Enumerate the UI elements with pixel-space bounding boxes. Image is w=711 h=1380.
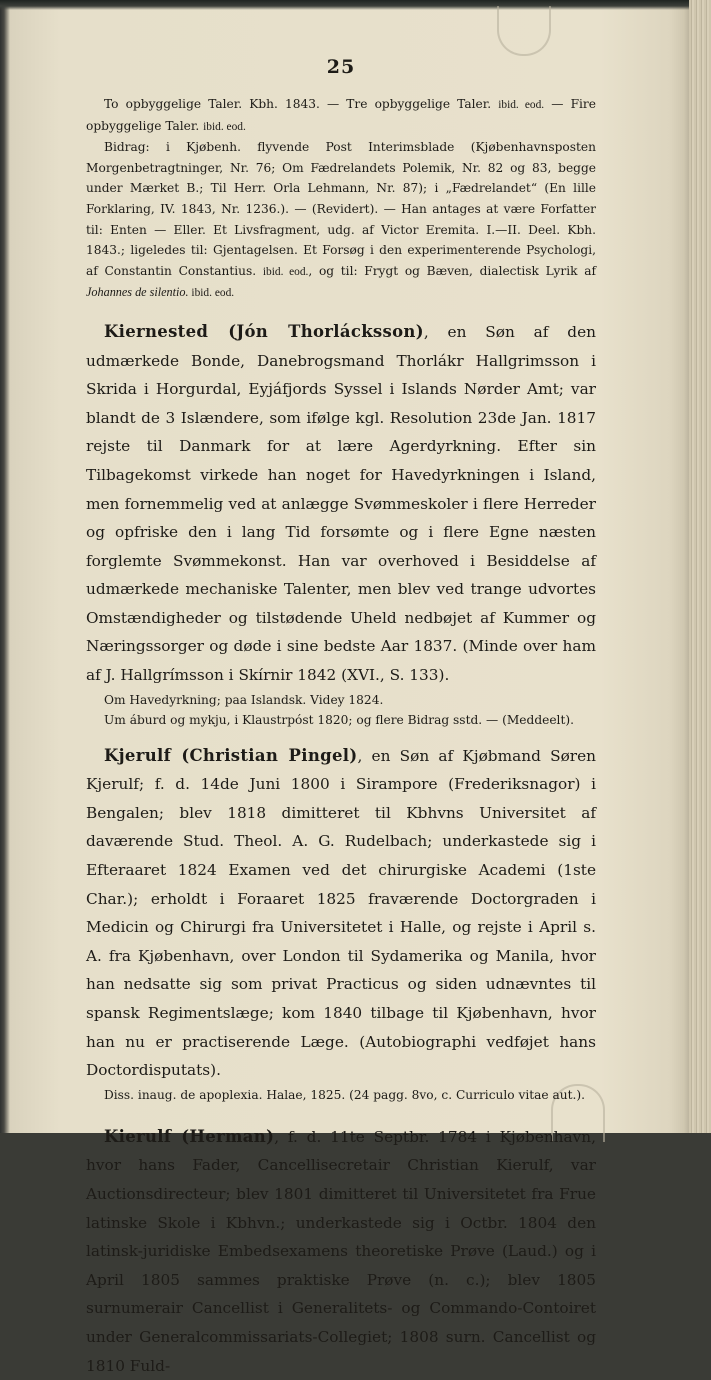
entry-note: Um áburd og mykju, i Klaustrpóst 1820; og flere Bidrag sstd. — (Meddeelt). [104, 712, 574, 727]
entry-kierulf-herman [86, 1123, 596, 1380]
entry-text: , f. d. 11te Septbr. 1784 i Kjøbenhavn, hvor hans Fader, Cancellisecretair Christian Kierulf, var Auctionsdirecteur; blev 1801 dimitteret til Universitetet fra Frue latinske Skole i Kbhvn.; underkastede sig i Octbr. 1804 den latinsk-juridiske Embedsexamens theoretiske Prøve (Laud.) og i April 1805 sammes praktiske Prøve (n. c.); blev 1805 surnumerair Cancellist i Generalitets- og Commando-Contoiret under Generalcommissariats-Collegiet; 1808 surn. Cancellist og 1810 Fuld- [86, 1127, 597, 1375]
preface-text: To opbyggelige Taler. Kbh. 1843. — Tre opbyggelige Taler. [104, 97, 499, 111]
preface-latin: ibid. eod. [203, 120, 246, 133]
preface-latin: ibid. eod. [188, 287, 235, 300]
preface-latin: ibid. eod. [498, 99, 545, 111]
preface-paragraph [86, 94, 596, 137]
preface-latin-italic: Johannes de silentio. [86, 285, 189, 300]
preface-text: Bidrag: i Kjøbenh. flyvende Post Interimsblade (Kjøbenhavnsposten Morgenbetragtninger, Nr. 76; Om Fædrelandets Polemik, Nr. 82 og 83, begge under Mærket B.; Til Herr. Orla Lehmann, Nr. 87); i „Fædrelandet“ (En lille Forklaring, IV. 1843, Nr. 1236.). — (Revidert). — Han antages at være Forfatter til: Enten — Eller. Et Livsfragment, udg. af Victor Eremita. I.—II. Deel. Kbh. 1843.; ligeledes til: Gjentagelsen. Et Forsøg i den experimenterende Psychologi, af Constantin Constantius. [86, 140, 596, 278]
entry-note: Om Havedyrkning; paa Islandsk. Videy 1824. [104, 692, 384, 707]
preface-paragraph [86, 137, 596, 304]
entry-kjerulf-christian [86, 742, 596, 1085]
page-edge [689, 0, 711, 1133]
entry-note: Diss. inaug. de apoplexia. Halae, 1825. (24 pagg. 8vo, c. Curriculo vitae aut.). [104, 1087, 586, 1102]
entry-headword: Kjerulf (Christian Pingel) [104, 745, 358, 765]
entry-headword: Kierulf (Herman) [104, 1126, 275, 1146]
entry-text: , en Søn af den udmærkede Bonde, Danebrogsmand Thorlákr Hallgrimsson i Skrida i Horgurdal, Eyjáfjords Syssel i Islands Nørder Amt; var blandt de 3 Islændere, som ifølge kgl. Resolution 23de Jan. 1817 rejste til Danmark for at lære Agerdyrkning. Efter sin Tilbagekomst virkede han noget for Havedyrkningen i Island, men fornemmelig ved at anlægge Svømmeskoler i flere Herreder og opfriske den i lang Tid forsømte og i flere Egne næsten forglemte Svømmekonst. Han var overhoved i Besiddelse af udmærkede mechaniske Talenter, men blev ved trange udvortes Omstændigheder og tilstødende Uheld nedbøjet af Kummer og Næringssorger og døde i sine bedste Aar 1837. (Minde over ham af J. Hallgrímsson i Skírnir 1842 (XVI., S. 133). [86, 322, 596, 685]
entry-kiernested [86, 318, 596, 690]
preface-text: , og til: Frygt og Bæven, dialectisk Lyrik af [308, 263, 596, 278]
binding-shadow [0, 0, 711, 10]
entry-text: , en Søn af Kjøbmand Søren Kjerulf; f. d. 14de Juni 1800 i Sirampore (Frederiksnagor) i Bengalen; blev 1818 dimitteret til Kbhvns Universitet af daværende Stud. Theol. A. G. Rudelbach; underkastede sig i Efteraaret 1824 Examen ved det chirurgiske Academi (1ste Char.); erholdt i Foraaret 1825 fraværende Doctorgraden i Medicin og Chirurgi fra Universitetet i Halle, og rejste i April s. A. fra Kjøbenhavn, over London til Sydamerika og Manila, hvor han nedsatte sig som privat Practicus og siden udnævntes til spansk Regimentslæge; kom 1840 tilbage til Kjøbenhavn, hvor han nu er practiserende Læge. (Autobiographi vedføjet hans Doctordisputats). [86, 746, 597, 1080]
preface-text: — Fire opbyggelige Taler. [86, 97, 596, 133]
clip-mark-top [497, 6, 551, 56]
preface-latin: ibid. eod. [262, 265, 309, 278]
preface-block [86, 94, 596, 304]
page-number: 25 [326, 56, 356, 78]
entry-headword: Kiernested (Jón Thorlácksson) [104, 321, 424, 341]
page-content [86, 56, 596, 1380]
